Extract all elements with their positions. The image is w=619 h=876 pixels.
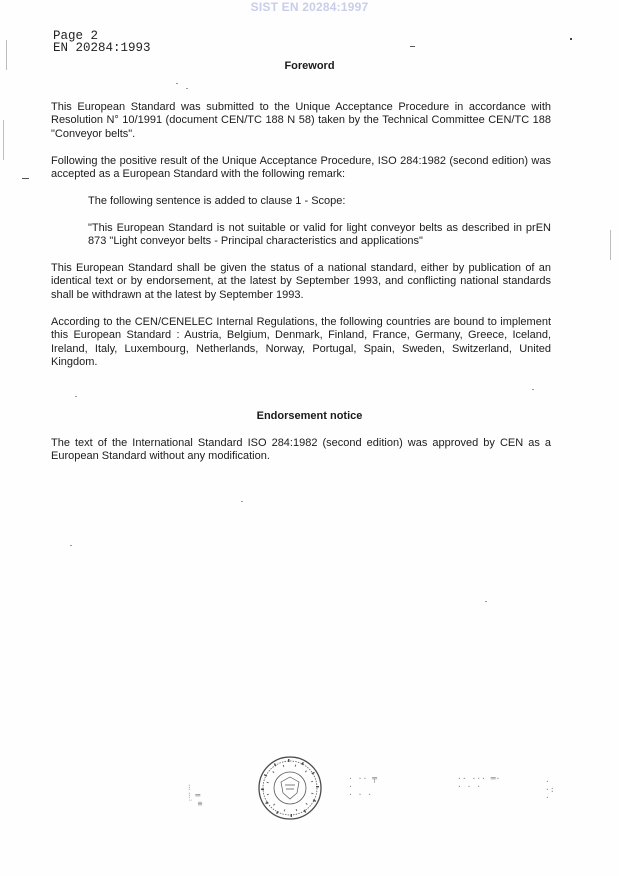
page-number: Page 2 [53, 29, 99, 43]
foreword-paragraph-scope-quote: "This European Standard is not suitable or valid for light conveyor belts as described in prEN 873 "Light conveyor belts - Principal characteristics and applications" [88, 222, 551, 248]
endorsement-heading: Endorsement notice [256, 410, 363, 422]
official-stamp-seal [257, 755, 323, 821]
foreword-paragraph-submission: This European Standard was submitted to the Unique Acceptance Procedure in accordance with Resolution N° 10/1991 (document CEN/TC 188 N 58) taken by the Technical Committee CEN/TC 188 "Conveyor belts". [51, 101, 551, 140]
foreword-paragraph-scope-intro: The following sentence is added to clause 1 - Scope: [88, 195, 346, 207]
scan-speck [570, 38, 572, 40]
scan-speck [70, 545, 72, 546]
scan-speck [241, 501, 243, 502]
foreword-heading: Foreword [284, 60, 335, 72]
scan-margin-mark [410, 46, 415, 47]
foreword-paragraph-countries: According to the CEN/CENELEC Internal Regulations, the following countries are bound to implement this European Standard : Austria, Belgium, Denmark, Finland, France, Germany, Greece, Iceland, Ireland, Italy, Luxembourg, Netherlands, Norway, Portugal, Spain, Sweden, Switzerland, United Kingdom. [51, 316, 551, 369]
endorsement-paragraph: The text of the International Standard ISO 284:1982 (second edition) was approved by CEN as a European Standard without any modification. [51, 437, 551, 463]
document-watermark: SIST EN 20284:1997 [250, 0, 369, 14]
foreword-paragraph-acceptance: Following the positive result of the Unique Acceptance Procedure, ISO 284:1982 (second edition) was accepted as a European Standard with the following remark: [51, 155, 551, 181]
scan-speck [186, 88, 188, 89]
scan-edge-line [610, 230, 611, 260]
scan-smudge: ⁝ ⁝ ═ ¨ ≡ [188, 783, 203, 808]
scan-speck [485, 601, 487, 602]
scan-edge-line [6, 40, 7, 70]
scan-smudge: · ·· ╤ · · · · [348, 774, 377, 799]
scan-smudge: ·· ··· ═· · · · [457, 774, 501, 791]
scan-speck [176, 83, 178, 84]
document-reference: EN 20284:1993 [53, 41, 151, 55]
scan-smudge: · ·: · [545, 777, 555, 802]
scan-speck [75, 396, 77, 397]
scan-margin-mark [22, 178, 29, 179]
scan-edge-line [3, 120, 4, 160]
scan-speck [532, 389, 534, 390]
foreword-paragraph-status: This European Standard shall be given the status of a national standard, either by publication of an identical text or by endorsement, at the latest by September 1993, and conflicting national standards shall be withdrawn at the latest by September 1993. [51, 262, 551, 301]
